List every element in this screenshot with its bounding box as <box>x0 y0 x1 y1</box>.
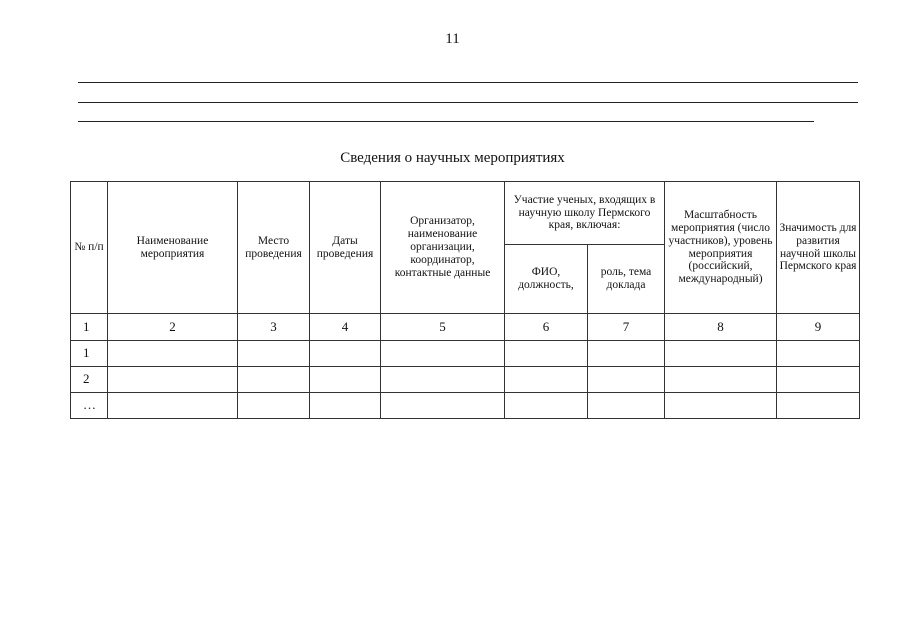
table-cell <box>777 341 860 367</box>
page-number: 11 <box>445 31 460 47</box>
header-role: роль, тема доклада <box>588 245 665 314</box>
header-scale: Масштабность мероприятия (число участников), уровень мероприятия (российский, международный) <box>665 182 777 314</box>
column-number: 4 <box>310 314 381 341</box>
events-table <box>70 181 860 419</box>
table-cell <box>310 367 381 393</box>
row-number: … <box>71 393 108 419</box>
table-cell <box>310 341 381 367</box>
table-cell <box>310 393 381 419</box>
table-cell <box>381 367 505 393</box>
blank-line-2 <box>78 102 858 103</box>
table-row <box>71 393 860 419</box>
table-cell <box>505 367 588 393</box>
header-significance: Значимость для развития научной школы Пермского края <box>777 182 860 314</box>
blank-line-1 <box>78 82 858 83</box>
header-place: Место проведения <box>238 182 310 314</box>
table-cell <box>238 367 310 393</box>
table-cell <box>108 341 238 367</box>
header-participation: Участие ученых, входящих в научную школу Пермского края, включая: <box>505 182 665 245</box>
column-number: 5 <box>381 314 505 341</box>
column-numbers-row <box>71 314 860 341</box>
column-number: 9 <box>777 314 860 341</box>
table-cell <box>665 367 777 393</box>
column-number: 1 <box>71 314 108 341</box>
table-cell <box>588 393 665 419</box>
table-cell <box>777 367 860 393</box>
blank-line-3 <box>78 121 814 122</box>
table-cell <box>108 367 238 393</box>
table-row <box>71 367 860 393</box>
table-cell <box>505 341 588 367</box>
column-number: 6 <box>505 314 588 341</box>
header-dates: Даты проведения <box>310 182 381 314</box>
table-cell <box>588 367 665 393</box>
document-title: Сведения о научных мероприятиях <box>340 150 565 166</box>
table-cell <box>665 393 777 419</box>
table-cell <box>588 341 665 367</box>
row-number: 1 <box>71 341 108 367</box>
table-cell <box>238 341 310 367</box>
header-organizer: Организатор, наименование организации, координатор, контактные данные <box>381 182 505 314</box>
header-name: Наименование мероприятия <box>108 182 238 314</box>
table-cell <box>505 393 588 419</box>
column-number: 8 <box>665 314 777 341</box>
column-number: 3 <box>238 314 310 341</box>
header-fio: ФИО, должность, <box>505 245 588 314</box>
table-cell <box>381 341 505 367</box>
table-cell <box>665 341 777 367</box>
table-cell <box>238 393 310 419</box>
column-number: 7 <box>588 314 665 341</box>
table-row <box>71 341 860 367</box>
header-num: № п/п <box>71 182 108 314</box>
table-cell <box>108 393 238 419</box>
table-cell <box>381 393 505 419</box>
column-number: 2 <box>108 314 238 341</box>
table-cell <box>777 393 860 419</box>
row-number: 2 <box>71 367 108 393</box>
